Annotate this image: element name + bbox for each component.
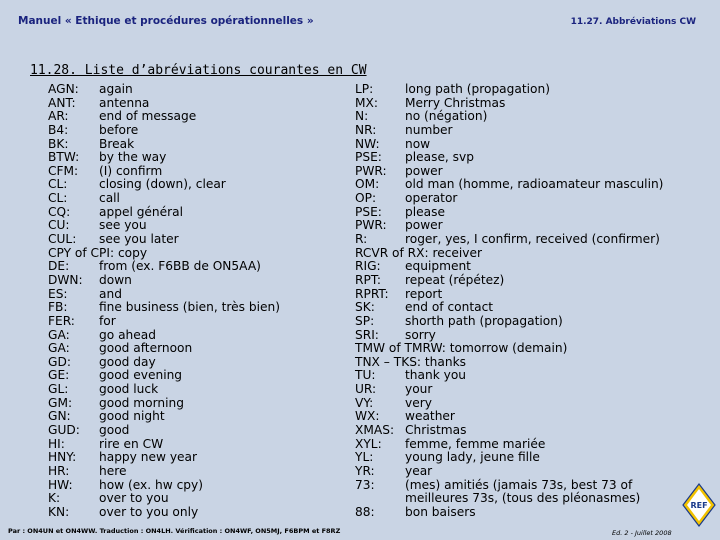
abbreviation-definition: see you: [99, 218, 147, 233]
abbreviation-definition: and: [99, 286, 122, 301]
abbreviation-definition: fine business (bien, très bien): [99, 300, 280, 315]
abbreviation-row: [355, 97, 695, 111]
abbreviation-definition: year: [405, 463, 433, 478]
abbreviation-definition: power: [405, 218, 443, 233]
abbreviation-definition: call: [99, 191, 120, 206]
abbreviation-row: [355, 192, 695, 206]
credits-footer: Par : ON4UN et ON4WW. Traduction : ON4LH. Vérification : ON4WF, ON5MJ, F6BPM et F8RZ: [8, 527, 341, 535]
abbreviation-term: SK:: [355, 300, 375, 315]
abbreviation-row: [48, 356, 348, 370]
abbreviation-definition: how (ex. hw cpy): [99, 477, 203, 492]
abbreviation-term: GUD:: [48, 423, 80, 438]
abbreviation-term: TNX – TKS: thanks: [355, 354, 467, 369]
abbreviation-definition: down: [99, 272, 132, 287]
abbreviation-row: [48, 369, 348, 383]
abbreviation-definition: over to you: [99, 491, 169, 506]
abbreviation-term: HNY:: [48, 450, 77, 465]
abbreviation-definition: end of message: [99, 109, 197, 124]
abbreviation-row: [48, 315, 348, 329]
abbreviation-row: [355, 342, 695, 356]
abbreviation-term: MX:: [355, 95, 378, 110]
abbreviation-row: [355, 369, 695, 383]
abbreviation-term: GA:: [48, 327, 70, 342]
abbreviation-term: GD:: [48, 354, 71, 369]
abbreviation-row: [355, 451, 695, 465]
abbreviation-row: [355, 124, 695, 138]
abbreviation-row: [48, 288, 348, 302]
abbreviation-row: [48, 383, 348, 397]
abbreviation-definition: from (ex. F6BB de ON5AA): [99, 259, 261, 274]
abbreviation-term: WX:: [355, 409, 380, 424]
abbreviation-definition: see you later: [99, 232, 179, 247]
abbreviation-term: TMW of TMRW: tomorrow (demain): [355, 341, 568, 356]
svg-text:REF: REF: [690, 501, 708, 510]
abbreviation-term: AGN:: [48, 82, 79, 96]
abbreviation-row: [48, 479, 348, 493]
abbreviation-term: CL:: [48, 191, 68, 206]
abbreviation-term: BTW:: [48, 150, 80, 165]
abbreviation-term: HI:: [48, 436, 65, 451]
abbreviation-definition: report: [405, 286, 443, 301]
abbreviation-row: [48, 247, 348, 261]
abbreviation-definition: very: [405, 395, 432, 410]
abbreviation-term: XYL:: [355, 436, 382, 451]
abbreviation-term: XMAS:: [355, 423, 395, 438]
abbreviation-term: CPY of CPI: copy: [48, 245, 148, 260]
abbreviation-term: CUL:: [48, 232, 77, 247]
abbreviation-row: [355, 410, 695, 424]
abbreviation-definition: old man (homme, radioamateur masculin): [405, 177, 664, 192]
abbreviation-row: [48, 329, 348, 343]
abbreviation-row: [48, 492, 348, 506]
abbreviation-definition: over to you only: [99, 504, 199, 519]
abbreviation-row: [48, 138, 348, 152]
abbreviation-term: DWN:: [48, 272, 83, 287]
abbreviation-definition: equipment: [405, 259, 471, 274]
abbreviation-row: [355, 274, 695, 288]
abbreviation-row: [355, 178, 695, 192]
abbreviation-term: RPRT:: [355, 286, 389, 301]
abbreviation-term: GA:: [48, 341, 70, 356]
abbreviation-definition: (I) confirm: [99, 163, 163, 178]
ref-logo-icon: [682, 483, 716, 527]
abbreviation-term: PWR:: [355, 163, 387, 178]
abbreviation-row: [48, 233, 348, 247]
abbreviation-term: BK:: [48, 136, 69, 151]
abbreviation-definition: go ahead: [99, 327, 156, 342]
abbreviation-term: LP:: [355, 82, 374, 96]
abbreviation-definition: Merry Christmas: [405, 95, 506, 110]
abbreviation-definition: before: [99, 122, 139, 137]
abbreviation-definition: happy new year: [99, 450, 198, 465]
abbreviation-row: [48, 424, 348, 438]
abbreviation-definition: sorry: [405, 327, 436, 342]
abbreviation-term: R:: [355, 232, 368, 247]
abbreviation-definition: good afternoon: [99, 341, 193, 356]
abbreviation-definition: please, svp: [405, 150, 474, 165]
abbreviation-definition: antenna: [99, 95, 150, 110]
abbreviation-row: [48, 206, 348, 220]
abbreviation-row: [355, 83, 695, 97]
abbreviation-term: GM:: [48, 395, 73, 410]
abbreviation-definition: your: [405, 382, 433, 397]
abbreviation-term: 88:: [355, 504, 375, 519]
abbreviation-term: SRI:: [355, 327, 379, 342]
abbreviation-term: GE:: [48, 368, 70, 383]
abbreviation-term: FB:: [48, 300, 68, 315]
abbreviation-term: HW:: [48, 477, 73, 492]
abbreviation-row: [355, 138, 695, 152]
abbreviation-row: [48, 301, 348, 315]
abbreviation-row: [48, 397, 348, 411]
abbreviation-definition: appel général: [99, 204, 184, 219]
edition-footer: Ed. 2 - Juillet 2008: [612, 529, 672, 537]
abbreviation-term: OP:: [355, 191, 377, 206]
abbreviation-term: N:: [355, 109, 369, 124]
abbreviation-definition: by the way: [99, 150, 167, 165]
abbreviation-row: [355, 110, 695, 124]
abbreviation-term: PSE:: [355, 204, 382, 219]
abbreviation-term: GL:: [48, 382, 69, 397]
abbreviation-row: [48, 465, 348, 479]
abbreviation-row: [48, 451, 348, 465]
abbreviation-definition: power: [405, 163, 443, 178]
abbreviation-row: [48, 274, 348, 288]
abbreviation-definition: again: [99, 82, 133, 96]
abbreviation-definition: good evening: [99, 368, 183, 383]
abbreviation-term: HR:: [48, 463, 70, 478]
abbreviation-definition: now: [405, 136, 431, 151]
abbreviation-definition: (mes) amitiés (jamais 73s, best 73 of meilleures 73s, (tous des pléonasmes): [405, 477, 641, 506]
abbreviation-row: [355, 260, 695, 274]
abbreviation-definition: no (négation): [405, 109, 488, 124]
abbreviation-definition: good night: [99, 409, 165, 424]
abbreviation-row: [48, 506, 348, 520]
abbreviation-term: TU:: [355, 368, 376, 383]
abbreviation-definition: roger, yes, I confirm, received (confirmer): [405, 232, 660, 247]
abbreviation-row: [355, 329, 695, 343]
abbreviation-definition: long path (propagation): [405, 82, 550, 96]
abbreviation-row: [355, 151, 695, 165]
abbreviation-row: [355, 206, 695, 220]
abbreviation-definition: rire en CW: [99, 436, 164, 451]
abbreviation-row: [355, 315, 695, 329]
abbreviation-term: ANT:: [48, 95, 76, 110]
abbreviation-row: [48, 83, 348, 97]
abbreviation-term: RCVR of RX: receiver: [355, 245, 483, 260]
abbreviation-row: [48, 219, 348, 233]
abbreviation-row: [48, 178, 348, 192]
abbreviation-row: [355, 479, 695, 506]
abbreviation-definition: for: [99, 313, 116, 328]
abbreviation-row: [48, 124, 348, 138]
abbreviation-term: NW:: [355, 136, 380, 151]
abbreviation-row: [355, 438, 695, 452]
abbreviation-term: DE:: [48, 259, 70, 274]
abbreviation-row: [355, 397, 695, 411]
abbreviation-term: B4:: [48, 122, 69, 137]
abbreviation-definition: shorth path (propagation): [405, 313, 563, 328]
abbreviation-term: CL:: [48, 177, 68, 192]
abbreviation-row: [48, 165, 348, 179]
abbreviation-row: [48, 260, 348, 274]
abbreviation-term: PWR:: [355, 218, 387, 233]
abbreviation-definition: good day: [99, 354, 156, 369]
abbreviation-term: UR:: [355, 382, 377, 397]
abbreviation-definition: please: [405, 204, 445, 219]
abbreviation-row: [48, 97, 348, 111]
abbreviation-definition: young lady, jeune fille: [405, 450, 540, 465]
abbreviation-row: [48, 410, 348, 424]
abbreviation-term: FER:: [48, 313, 75, 328]
abbreviation-definition: closing (down), clear: [99, 177, 226, 192]
abbreviation-row: [355, 356, 695, 370]
page-header: [0, 0, 720, 40]
abbreviation-term: RPT:: [355, 272, 382, 287]
abbreviation-definition: operator: [405, 191, 458, 206]
abbreviation-row: [355, 233, 695, 247]
abbreviation-list-right: [355, 83, 695, 520]
abbreviation-definition: number: [405, 122, 453, 137]
abbreviation-row: [48, 192, 348, 206]
abbreviation-term: YL:: [355, 450, 374, 465]
abbreviation-definition: here: [99, 463, 127, 478]
abbreviation-term: K:: [48, 491, 61, 506]
abbreviation-row: [355, 165, 695, 179]
abbreviation-definition: good luck: [99, 382, 159, 397]
abbreviation-row: [355, 288, 695, 302]
abbreviation-row: [355, 465, 695, 479]
abbreviation-row: [355, 219, 695, 233]
abbreviation-term: ES:: [48, 286, 68, 301]
abbreviation-definition: Christmas: [405, 423, 467, 438]
abbreviation-term: AR:: [48, 109, 69, 124]
abbreviation-list-left: [48, 83, 348, 520]
abbreviation-term: RIG:: [355, 259, 381, 274]
abbreviation-term: NR:: [355, 122, 377, 137]
abbreviation-row: [48, 110, 348, 124]
abbreviation-row: [48, 438, 348, 452]
abbreviation-definition: good morning: [99, 395, 184, 410]
abbreviation-term: CFM:: [48, 163, 79, 178]
abbreviation-definition: end of contact: [405, 300, 494, 315]
abbreviation-definition: thank you: [405, 368, 467, 383]
abbreviation-row: [48, 151, 348, 165]
page-title: 11.28. Liste d’abréviations courantes en CW: [30, 63, 367, 78]
abbreviation-row: [355, 247, 695, 261]
abbreviation-definition: weather: [405, 409, 455, 424]
abbreviation-row: [355, 301, 695, 315]
abbreviation-term: CQ:: [48, 204, 71, 219]
abbreviation-row: [355, 424, 695, 438]
section-label: 11.27. Abbréviations CW: [570, 17, 696, 27]
abbreviation-row: [48, 342, 348, 356]
abbreviation-term: SP:: [355, 313, 375, 328]
abbreviation-row: [355, 383, 695, 397]
abbreviation-term: YR:: [355, 463, 375, 478]
abbreviation-term: VY:: [355, 395, 374, 410]
abbreviation-definition: femme, femme mariée: [405, 436, 546, 451]
abbreviation-term: PSE:: [355, 150, 382, 165]
abbreviation-definition: Break: [99, 136, 135, 151]
abbreviation-term: OM:: [355, 177, 380, 192]
abbreviation-definition: bon baisers: [405, 504, 476, 519]
abbreviation-definition: repeat (répétez): [405, 272, 505, 287]
manual-title: Manuel « Ethique et procédures opérationnelles »: [18, 15, 314, 27]
abbreviation-term: CU:: [48, 218, 70, 233]
abbreviation-definition: good: [99, 423, 130, 438]
abbreviation-row: [355, 506, 695, 520]
abbreviation-term: KN:: [48, 504, 70, 519]
abbreviation-term: 73:: [355, 477, 375, 492]
abbreviation-term: GN:: [48, 409, 71, 424]
